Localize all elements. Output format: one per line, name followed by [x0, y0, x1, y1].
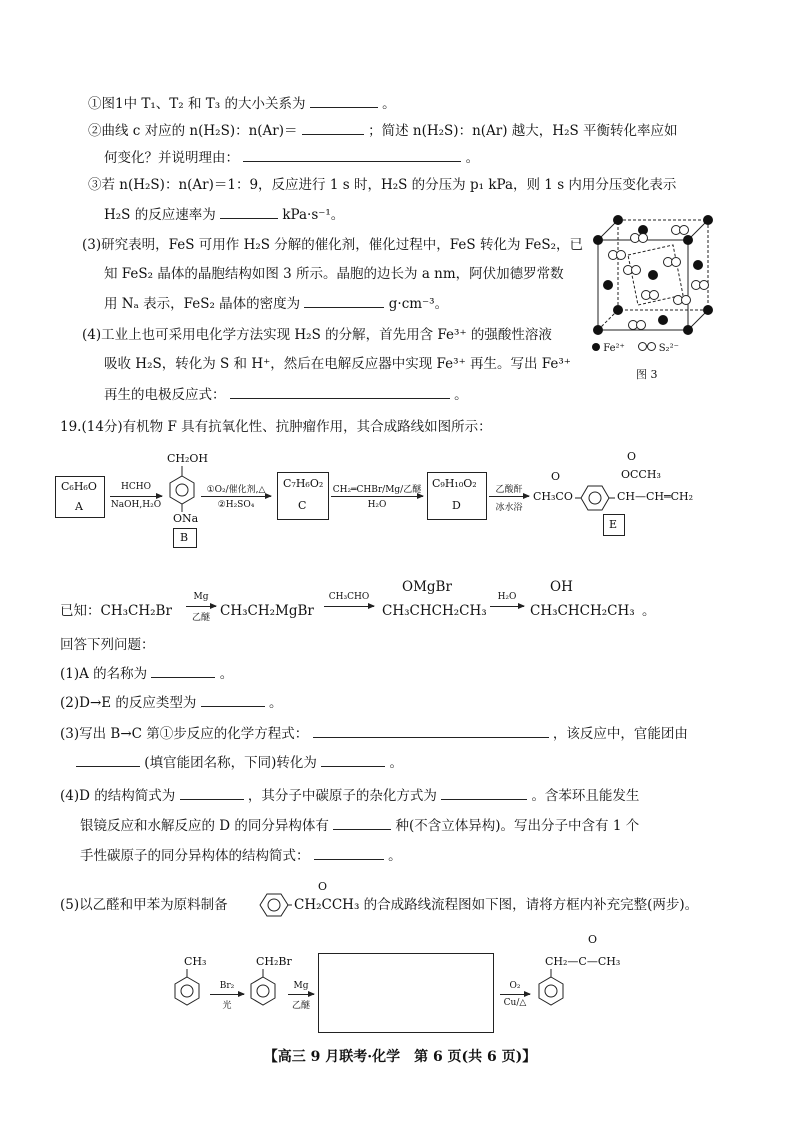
step4-reagent: 乙酸酐: [495, 485, 523, 495]
known-oh: OH: [550, 579, 573, 595]
known-end: 。: [642, 603, 656, 619]
q19-s3a: (3)写出 B→C 第①步反应的化学方程式：: [60, 726, 309, 742]
fe-legend-dot: [592, 343, 600, 351]
route-arrow-3: [500, 994, 530, 995]
q19-s3-cont: [76, 753, 403, 772]
q19-s4-end: 。: [388, 848, 402, 864]
answer-box[interactable]: [318, 953, 494, 1033]
q19-s5-tail: CH₂CCH₃ 的合成路线流程图如下图，请将方框内补充完整(两步)。: [294, 897, 699, 913]
q18-p4a: (3)研究表明，FeS 可用作 H₂S 分解的催化剂，催化过程中，FeS 转化为 FeS₂，已: [82, 237, 584, 253]
compound-e-label: E: [609, 518, 618, 531]
q19-s4d: 银镜反应和水解反应的 D 的同分异构体有: [80, 818, 329, 834]
toluene-ring: [170, 969, 204, 1013]
route-cu: Cu/△: [503, 998, 527, 1008]
known-ether: 乙醚: [191, 613, 210, 623]
known-h2o: H₂O: [497, 592, 517, 602]
step1-reagent: HCHO: [121, 482, 151, 492]
q19-header-text: 19.(14分)有机物 F 具有抗氧化性、抗肿瘤作用，其合成路线如图所示：: [60, 419, 492, 435]
q19-s2-text: (2)D→E 的反应类型为: [60, 695, 197, 711]
q18-p4-b: [104, 265, 564, 283]
q19-s4-b: [80, 816, 639, 835]
compound-b-ona: ONa: [173, 512, 199, 525]
fe-legend-label: Fe²⁺: [603, 343, 625, 354]
answer-blank[interactable]: [321, 753, 385, 767]
q18-p2: [88, 121, 678, 140]
q19-s4f: 手性碳原子的同分异构体的结构简式：: [80, 848, 310, 864]
compound-c-box: [277, 472, 329, 520]
q18-p3a: ③若 n(H₂S)：n(Ar)＝1：9，反应进行 1 s 时，H₂S 的分压为 p₁ kPa，则 1 s 内用分压变化表示: [88, 177, 677, 193]
q19-s3-end: 。: [389, 755, 403, 771]
answer-blank[interactable]: [180, 786, 244, 800]
step1-arrow: [110, 496, 162, 497]
synthesis-scheme: [55, 448, 745, 558]
answer-blank[interactable]: [313, 724, 549, 738]
answer-blank[interactable]: [302, 121, 364, 135]
known-reactant: 已知：CH₃CH₂Br: [60, 603, 172, 619]
compound-b-ch2oh: CH₂OH: [167, 452, 209, 465]
s-legend-dot: [638, 342, 647, 351]
step1-condition: NaOH,H₂O: [110, 500, 162, 510]
q18-p1-end: 。: [382, 96, 396, 112]
step3-arrow: [331, 496, 423, 497]
q18-p2-cont: [104, 148, 479, 167]
q19-s3: [60, 724, 688, 743]
q18-p2-end: 。: [465, 150, 480, 166]
answer-blank[interactable]: [333, 816, 391, 830]
q18-p5c: 再生的电极反应式：: [104, 387, 226, 403]
q19-s5: [60, 878, 760, 922]
route-light: 光: [222, 1001, 232, 1011]
toluene-ch3: CH₃: [184, 955, 207, 968]
compound-d-formula: C₉H₁₀O₂: [432, 477, 477, 490]
figure-3-unit-cell: [588, 200, 718, 390]
known-alkoxide: CH₃CHCH₂CH₃: [382, 603, 487, 619]
q18-p3: [88, 176, 676, 194]
route-br2: Br₂: [219, 981, 235, 991]
compound-e-carbonyl-o: O: [551, 470, 561, 483]
step3-condition: H₂O: [367, 500, 387, 510]
s-legend-label: S₂²⁻: [658, 343, 679, 354]
q18-p4-unit: g·cm⁻³。: [388, 296, 449, 312]
q18-p2c: 何变化？并说明理由：: [104, 150, 239, 166]
q19-s2: [60, 693, 283, 712]
benzyl-bromide-ring: [246, 969, 280, 1013]
route-arrow-1: [210, 994, 244, 995]
q19-header: [60, 418, 492, 436]
q19-ask-text: 回答下列问题：: [60, 637, 155, 653]
q19-s2-end: 。: [269, 695, 283, 711]
answer-blank[interactable]: [441, 786, 527, 800]
step2-arrow: [201, 496, 271, 497]
compound-d-box: [427, 472, 487, 520]
q18-p1: [88, 94, 396, 113]
known-grignard: CH₃CH₂MgBr: [220, 603, 314, 619]
q18-p1-text: ①图1中 T₁、T₂ 和 T₃ 的大小关系为: [88, 96, 306, 112]
q19-s3c: (填官能团名称，下同)转化为: [144, 755, 317, 771]
answer-blank[interactable]: [314, 846, 384, 860]
compound-a-label: A: [75, 500, 83, 513]
step2-condition: ②H₂SO₄: [217, 500, 255, 510]
q19-s3b: ，该反应中，官能团由: [552, 726, 688, 742]
unit-cell-diagram: [588, 200, 718, 350]
known-arrow-1: [186, 606, 216, 607]
step3-reagent: CH₂═CHBr/Mg/乙醚: [332, 485, 422, 495]
q19-s4a: (4)D 的结构简式为: [60, 788, 176, 804]
page-footer: 【高三 9 月联考·化学 第 6 页(共 6 页)】: [263, 1049, 537, 1065]
known-arrow-2: [324, 606, 374, 607]
q19-s1-text: (1)A 的名称为: [60, 666, 148, 682]
q18-p3-cont: [104, 205, 344, 224]
q19-s4-c: [80, 846, 402, 865]
q18-p3b: H₂S 的反应速率为: [104, 207, 216, 223]
step2-reagent: ①O₂/催化剂,△: [206, 485, 266, 495]
q18-p2b: ；简述 n(H₂S)：n(Ar) 越大，H₂S 平衡转化率应如: [368, 123, 678, 139]
compound-c-label: C: [298, 499, 307, 512]
compound-e-acetyl: CH₃CO: [533, 490, 573, 503]
product-chain: CH₂—C—CH₃: [545, 955, 621, 968]
compound-e-ring: [575, 480, 615, 516]
compound-b-ring: [167, 466, 197, 536]
compound-b-box: [173, 528, 197, 548]
answer-blank[interactable]: [243, 148, 461, 162]
compound-e-chain: CH—CH═CH₂: [617, 490, 694, 503]
compound-e-acetoxy: OCCH₃: [621, 468, 661, 481]
product-ring: [534, 969, 568, 1013]
q19-ask: [60, 636, 155, 654]
q19-s4: [60, 786, 639, 805]
product-carbonyl-o: O: [588, 933, 598, 946]
known-mg: Mg: [193, 592, 209, 602]
compound-a-box: [55, 476, 105, 518]
q19-s5a: (5)以乙醛和甲苯为原料制备: [60, 897, 228, 913]
q18-p5-end: 。: [454, 387, 468, 403]
compound-b-label: B: [180, 531, 189, 544]
q18-p4: [82, 236, 583, 254]
q18-p5: [82, 326, 552, 344]
answer-blank[interactable]: [220, 205, 278, 219]
q18-p4-c: [104, 294, 448, 313]
s-legend-dot: [647, 342, 656, 351]
answer-blank[interactable]: [304, 294, 384, 308]
compound-e-box: [603, 514, 625, 536]
q18-p5a: (4)工业上也可采用电化学方法实现 H₂S 的分解，首先用含 Fe³⁺ 的强酸性溶液: [82, 327, 552, 343]
q18-p3-unit: kPa·s⁻¹。: [282, 207, 345, 223]
known-arrow-3: [490, 606, 524, 607]
compound-c-formula: C₇H₆O₂: [283, 477, 324, 490]
q18-p4c: 用 Nₐ 表示，FeS₂ 晶体的密度为: [104, 296, 301, 312]
known-alcohol: CH₃CHCH₂CH₃: [530, 603, 635, 619]
route-arrow-2: [288, 994, 314, 995]
answer-blank[interactable]: [310, 94, 378, 108]
q18-p5b: 吸收 H₂S，转化为 S 和 H⁺，然后在电解反应器中实现 Fe³⁺ 再生。写出 Fe³⁺: [104, 356, 571, 372]
compound-e-ester-o: O: [627, 450, 637, 463]
figure-3-legend: [592, 342, 679, 354]
route-ether: 乙醚: [291, 1001, 310, 1011]
route-mg: Mg: [293, 981, 309, 991]
answer-blank[interactable]: [201, 693, 265, 707]
route-scheme: [170, 933, 690, 1035]
q18-p2a: ②曲线 c 对应的 n(H₂S)：n(Ar)＝: [88, 123, 298, 139]
answer-blank[interactable]: [76, 753, 140, 767]
compound-d-label: D: [452, 499, 461, 512]
q19-s5-carbonyl-o: O: [318, 880, 328, 893]
known-omgbr: OMgBr: [402, 579, 452, 595]
q19-s1: [60, 664, 233, 683]
route-o2: O₂: [509, 981, 521, 991]
benzene-ring-icon: [256, 890, 292, 920]
q19-s4e: 种(不含立体异构)。写出分子中含有 1 个: [395, 818, 640, 834]
step4-arrow: [489, 496, 529, 497]
q18-p5-b: [104, 355, 571, 373]
q18-p4b: 知 FeS₂ 晶体的晶胞结构如图 3 所示。晶胞的边长为 a nm，阿伏加德罗常数: [104, 266, 564, 282]
q19-s4b: ，其分子中碳原子的杂化方式为: [247, 788, 437, 804]
q18-p5-c: [104, 385, 468, 404]
compound-a-formula: C₆H₆O: [61, 480, 97, 493]
answer-blank[interactable]: [230, 385, 450, 399]
figure-3-caption: 图 3: [636, 368, 658, 381]
step4-condition: 冰水浴: [495, 503, 523, 513]
q19-s4c: 。含苯环且能发生: [531, 788, 640, 804]
answer-blank[interactable]: [151, 664, 215, 678]
benzyl-bromide-ch2br: CH₂Br: [256, 955, 292, 968]
q19-s1-end: 。: [219, 666, 234, 682]
known-reaction: [60, 570, 760, 626]
known-acetaldehyde: CH₃CHO: [328, 592, 370, 602]
